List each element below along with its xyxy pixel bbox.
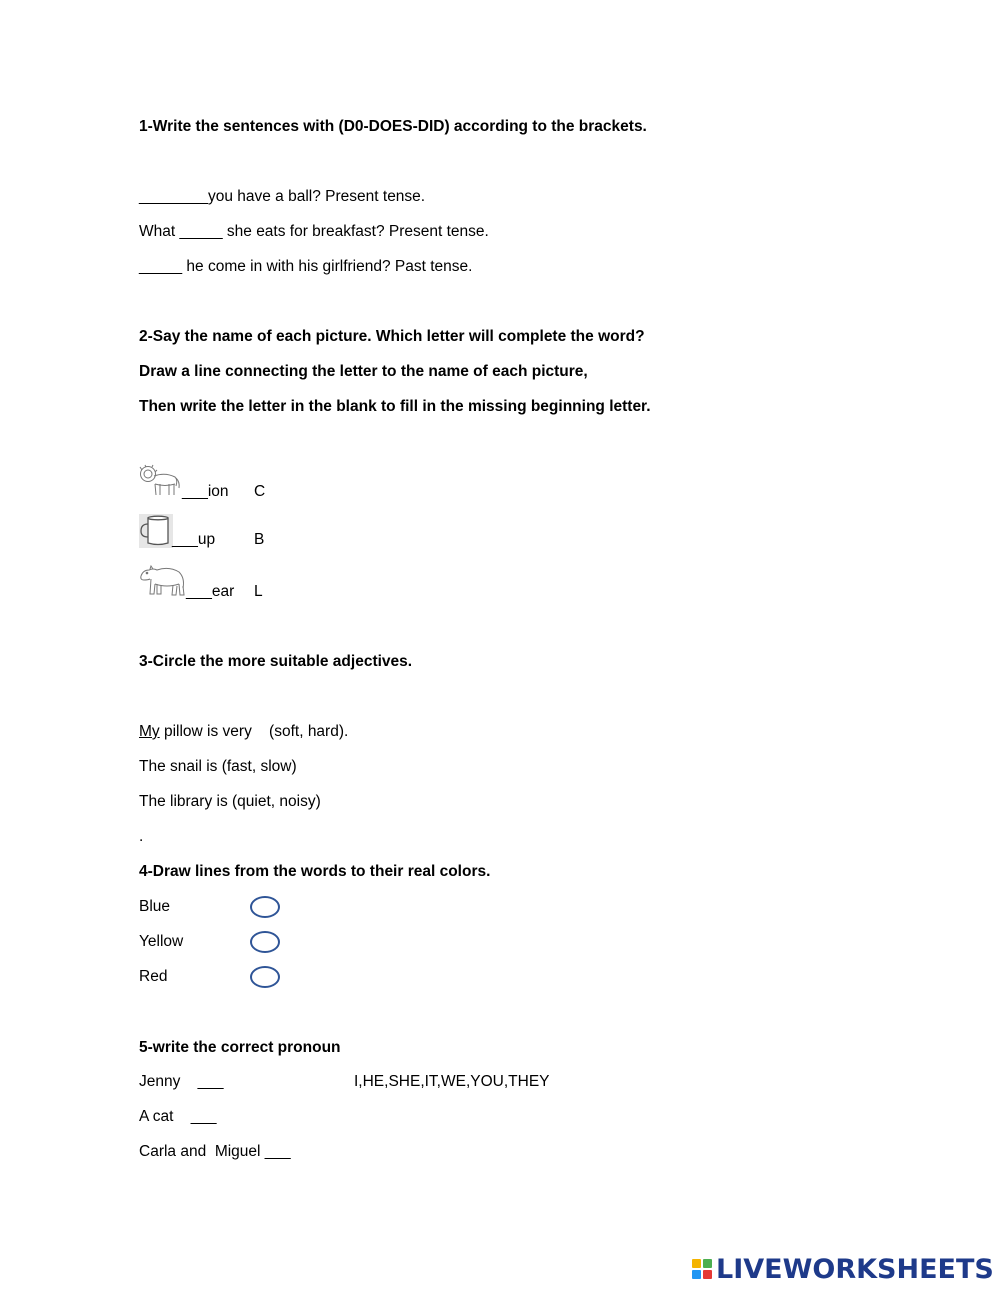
section4-title: 4-Draw lines from the words to their real colors. bbox=[139, 863, 491, 880]
cup-word: ___up bbox=[172, 531, 216, 548]
logo-square-4 bbox=[703, 1270, 712, 1279]
section3-dot: . bbox=[139, 828, 144, 845]
section5-title: 5-write the correct pronoun bbox=[139, 1039, 341, 1056]
bear-icon bbox=[139, 564, 187, 600]
logo-square-3 bbox=[692, 1270, 701, 1279]
section3-title: 3-Circle the more suitable adjectives. bbox=[139, 653, 413, 670]
section2-title-line-1: 2-Say the name of each picture. Which letter will complete the word? bbox=[139, 328, 645, 345]
pronoun-line-3: Carla and Miguel ___ bbox=[139, 1143, 291, 1160]
bear-word: ___ear bbox=[186, 583, 235, 600]
color-word-yellow: Yellow bbox=[139, 933, 184, 950]
pronoun-line-1: Jenny ___ bbox=[139, 1073, 224, 1090]
pronoun-word-bank: I,HE,SHE,IT,WE,YOU,THEY bbox=[354, 1073, 550, 1090]
cup-icon bbox=[139, 514, 173, 548]
liveworksheets-logo bbox=[692, 1253, 994, 1285]
lion-icon bbox=[139, 464, 181, 498]
logo-square-1 bbox=[692, 1259, 701, 1268]
letter-option-l: L bbox=[254, 583, 263, 600]
letter-option-b: B bbox=[254, 531, 265, 548]
section3-line-2: The snail is (fast, slow) bbox=[139, 758, 297, 775]
section2-title-line-3: Then write the letter in the blank to fill in the missing beginning letter. bbox=[139, 398, 651, 415]
brand-name: LIVEWORKSHEETS bbox=[716, 1253, 994, 1285]
section3-line-3: The library is (quiet, noisy) bbox=[139, 793, 321, 810]
pronoun-line-2: A cat ___ bbox=[139, 1108, 217, 1125]
section3-line-1-rest: pillow is very (soft, hard). bbox=[159, 723, 349, 740]
logo-square-2 bbox=[703, 1259, 712, 1268]
section1-line-3: _____ he come in with his girlfriend? Past tense. bbox=[139, 258, 473, 275]
logo-mark-icon bbox=[692, 1259, 712, 1279]
color-word-red: Red bbox=[139, 968, 168, 985]
color-circle-3[interactable] bbox=[250, 966, 280, 988]
color-word-blue: Blue bbox=[139, 898, 171, 915]
section1-title: 1-Write the sentences with (D0-DOES-DID) according to the brackets. bbox=[139, 118, 647, 135]
underlined-word: My bbox=[139, 723, 160, 740]
section3-line-1 bbox=[139, 722, 348, 742]
letter-option-c: C bbox=[254, 483, 266, 500]
section1-line-1: ________you have a ball? Present tense. bbox=[139, 188, 426, 205]
section2-title-line-2: Draw a line connecting the letter to the name of each picture, bbox=[139, 363, 588, 380]
color-circle-1[interactable] bbox=[250, 896, 280, 918]
section1-line-2: What _____ she eats for breakfast? Present tense. bbox=[139, 223, 489, 240]
lion-word: ___ion bbox=[182, 483, 229, 500]
color-circle-2[interactable] bbox=[250, 931, 280, 953]
